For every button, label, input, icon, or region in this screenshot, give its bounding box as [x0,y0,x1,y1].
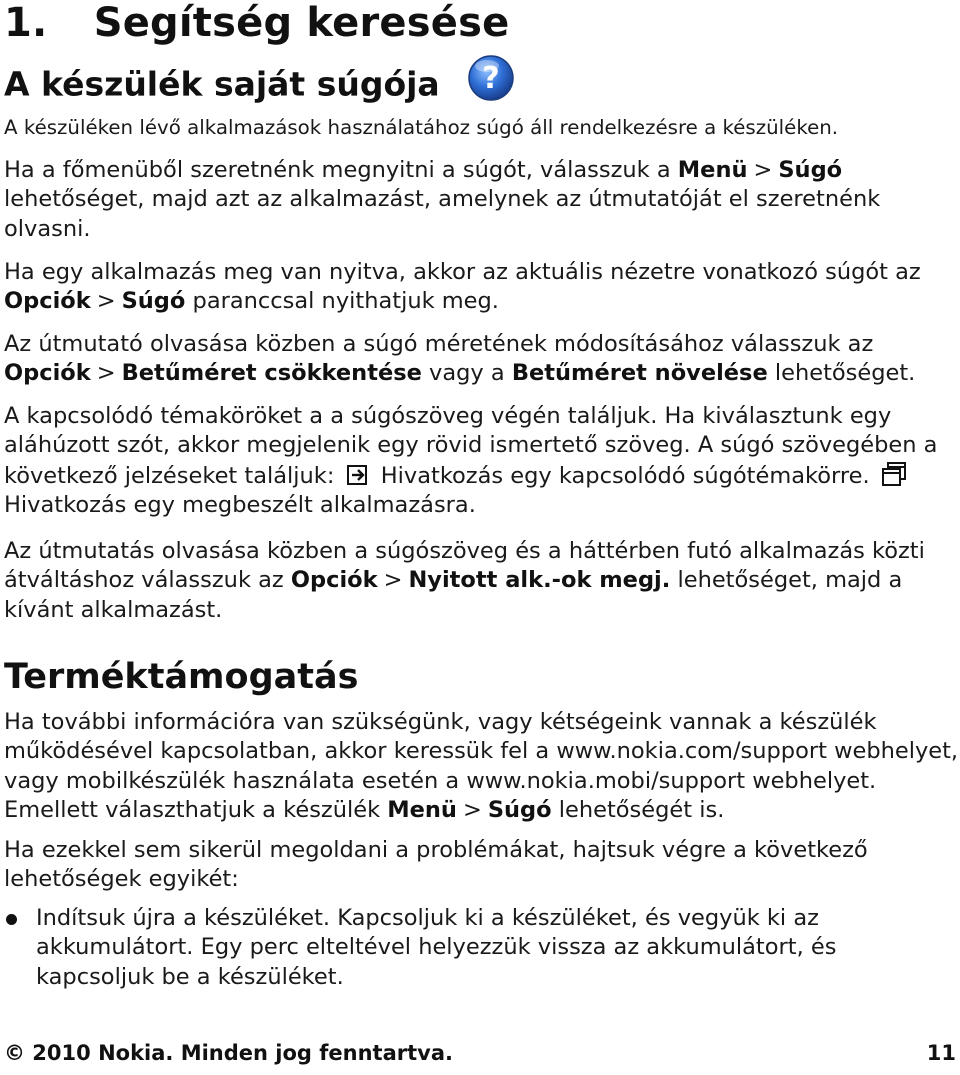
help-paragraph-3: Ha egy alkalmazás meg van nyitva, akkor az aktuális nézetre vonatkozó súgót az Opciók > Súgó paranccsal nyithatjuk meg. [4,259,921,315]
bullet-icon [6,914,17,925]
help-paragraph-5: A kapcsolódó témaköröket a a súgószöveg végén találjuk. Ha kiválasztunk egy aláhúzott szót, akkor megjelenik egy rövid ismertető szöveg. A súgó szövegében a következő jelzéseket találjuk: Hivatkozás egy kapcsolódó súgótémakörre. Hivatkozás egy megbeszélt alkalmazásra. [4,403,938,518]
svg-text:?: ? [482,61,500,96]
help-question-icon [467,54,515,102]
chapter-heading [4,0,509,46]
menu-ref: Menü [387,796,457,823]
support-paragraph-1: Ha további információra van szükségünk, vagy kétségeink vannak a készülék működésével kapcsolatban, akkor keressük fel a www.nokia.com/support webhelyet, vagy mobilkészülék használata esetén a www.nokia.mobi/support webhelyet. Emellett választhatjuk a készülék Menü > Súgó lehetőségét is. [4,709,959,823]
section-heading-help [4,62,515,110]
support-bullet-list [4,904,884,992]
help-paragraph-1: A készüléken lévő alkalmazások használatához súgó áll rendelkezésre a készüléken. [4,116,839,139]
menu-item-ref: Nyitott alk.-ok megj. [408,567,671,594]
help-paragraph-6: Az útmutatás olvasása közben a súgószöveg és a háttérben futó alkalmazás közti átváltáshoz válasszuk az Opciók > Nyitott alk.-ok megj. lehetőséget, majd a kívánt alkalmazást. [4,538,925,623]
menu-ref: Menü [677,157,748,183]
menu-item-ref: Súgó [121,288,186,315]
support-paragraph-2: Ha ezekkel sem sikerül megoldani a problémákat, hajtsuk végre a következő lehetőségek egyikét: [4,837,868,893]
link-arrow-icon [346,463,370,487]
menu-ref: Opciók [4,360,91,387]
menu-item-ref: Betűméret csökkentése [121,360,422,387]
menu-item-ref: Súgó [487,796,552,823]
help-paragraph-4: Az útmutató olvasása közben a súgó méretének módosításához válasszuk az Opciók > Betűméret csökkentése vagy a Betűméret növelése lehetőséget. [4,331,916,387]
page-number: 11 [926,1041,956,1065]
chapter-number: 1. [4,0,48,46]
section-heading-support [4,657,358,697]
list-item: Indítsuk újra a készüléket. Kapcsoljuk ki a készüléket, és vegyük ki az akkumulátort. Egy perc elteltével helyezzük vissza az akkumulátort, és kapcsoljuk be a készüléket. [4,904,884,992]
menu-ref: Opciók [4,288,91,315]
chapter-title: Segítség keresése [93,0,510,46]
menu-item-ref: Súgó [778,157,843,183]
app-windows-icon [881,461,905,485]
menu-ref: Opciók [290,567,378,594]
copyright-notice: © 2010 Nokia. Minden jog fenntartva. [4,1041,453,1065]
section-title: Terméktámogatás [4,657,359,697]
help-paragraph-2: Ha a főmenüből szeretnénk megnyitni a súgót, válasszuk a Menü > Súgó lehetőséget, majd azt az alkalmazást, amelynek az útmutatóját el szeretnénk olvasni. [4,157,881,242]
menu-item-ref: Betűméret növelése [511,360,768,387]
page-footer [4,1041,956,1071]
section-title: A készülék saját súgója [4,64,440,104]
